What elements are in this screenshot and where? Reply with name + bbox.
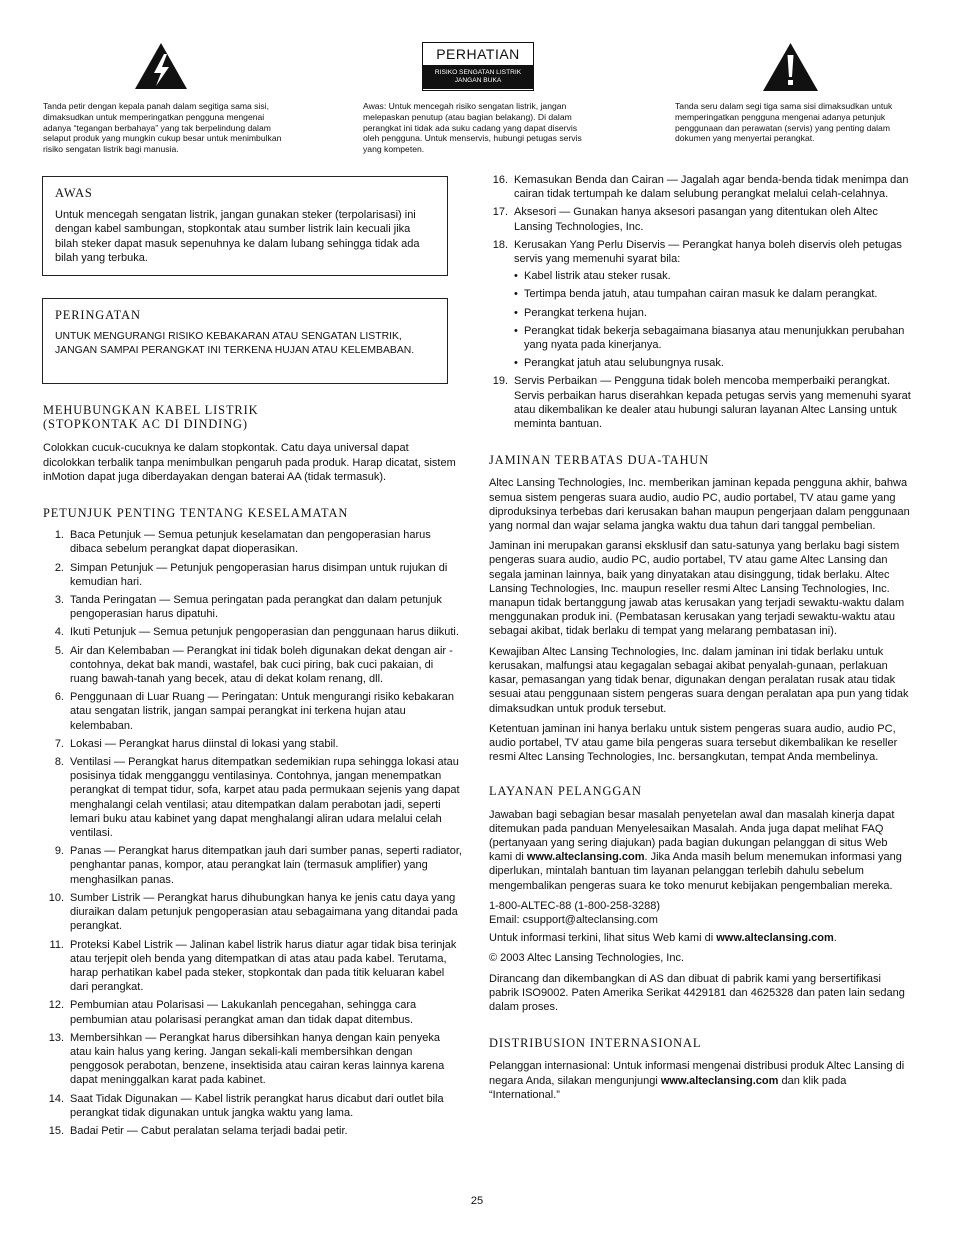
list-item: 11. Proteksi Kabel Listrik — Jalinan kabel listrik harus diatur agar tidak bisa terinjak atau terjepit oleh benda yang ditempatkan di atas atau pada kabel. Terutama, harap perhatikan kabel pada steker, stopkontak dan pada titik keluaran kabel dari perangkat. — [49, 938, 457, 994]
exclamation-triangle-icon — [762, 42, 819, 92]
list-item: 1. Baca Petunjuk — Semua petunjuk keselamatan dan pengoperasian harus dibaca sebelum perangkat dapat dioperasikan. — [54, 529, 431, 556]
caution-description: Awas: Untuk mencegah risiko sengatan listrik, jangan melepaskan penutup (atau bagian belakang). Di dalam perangkat ini tidak ada suku cadang yang dapat diservis oleh pengguna. Untuk menservis, hubungi petugas servis yang kompeten. — [363, 101, 582, 155]
list-item: 2. Simpan Petunjuk — Petunjuk pengoperasian harus disimpan untuk rujukan di kemudian hari. — [54, 561, 448, 588]
peringatan-box — [42, 298, 448, 384]
website-link[interactable]: www.alteclansing.com — [526, 851, 645, 864]
list-item: 16. Kemasukan Benda dan Cairan — Jagalah agar benda-benda tidak menimpa dan cairan tidak tertumpah ke dalam selubung perangkat melalui celah-celahnya. — [492, 174, 909, 201]
warranty-paragraph: Altec Lansing Technologies, Inc. memberikan jaminan kepada pengguna akhir, bahwa semua sistem pengeras suara audio, audio PC, audio portabel, TV atau game yang diproduksinya terbebas dari kerusakan bahan maupun pengerjaan dalam penggunaan yang normal dan wajar selama jangka waktu dua tahun dari tanggal pembelian. — [489, 477, 910, 533]
list-item: 10. Sumber Listrik — Perangkat harus dihubungkan hanya ke jenis catu daya yang diuraikan dalam petunjuk pengoperasian atau sebagaimana yang ditandai pada perangkat. — [48, 891, 458, 933]
list-item: • Perangkat terkena hujan. — [514, 306, 913, 320]
copyright: © 2003 Altec Lansing Technologies, Inc. — [489, 952, 685, 965]
service-paragraph: Jawaban bagi sebagian besar masalah penyetelan awal dan masalah kinerja dapat ditemukan pada panduan Menyelesaikan Masalah. Anda juga dapat melihat FAQ (pertanyaan yang sering diajukan) pada bagian dukungan pelanggan di situs Web kami di www.alteclansing.com. Jika Anda masih belum menemukan informasi yang diperlukan, mintalah bantuan tim layanan pelanggan terlebih dahulu sebelum mengembalikan pengeras suara ke toko menurut kebijakan pengembalian mereka. — [489, 808, 902, 892]
list-item: 8. Ventilasi — Perangkat harus ditempatkan sedemikian rupa sehingga lokasi atau posisinya tidak mengganggu ventilasinya. Contohnya, jangan menempatkan perangkat di tempat tidur, sofa, karpet atau pada permukaan sejenis yang dapat menghalangi celah ventilasi; atau ditempatkan dalam perabotan jadi, seperti lemari buku atau kabinet yang dapat menghalangi aliran udara melalui celah ventilasi. — [54, 756, 460, 840]
list-item: 4. Ikuti Petunjuk — Semua petunjuk pengoperasian dan penggunaan harus diikuti. — [54, 626, 459, 639]
warranty-paragraph: Kewajiban Altec Lansing Technologies, Inc. dalam jaminan ini tidak berlaku untuk kerusakan, malfungsi atau kegagalan sebagai akibat penyalah-gunaan, perlakuan kasar, pemasangan yang tidak benar, digunakan dengan peralatan rusak atau tidak sesuai atau penggunaan sistem pengeras suara dengan peralatan apa pun yang tidak dimaksudkan untuk produk tersebut. — [489, 645, 909, 715]
list-item: • Kabel listrik atau steker rusak. — [514, 269, 913, 283]
warranty-paragraph: Jaminan ini merupakan garansi eksklusif dan satu-satunya yang berlaku bagi sistem pengeras suara audio, audio PC, audio portabel, TV atau game Altec Lansing dan segala jaminan lainnya, baik yang dinyatakan atau disinggung, tidak berlaku. Altec Lansing Technologies, Inc. maupun reseller resmi Altec Lansing Technologies, Inc. manapun tidak bertanggung jawab atas kerusakan yang terjadi sewaktu-waktu dalam menggunakan produk ini. (Pembatasan kerusakan yang terjadi sewaktu-waktu atau sebagai akibat, tidak berlaku di tempat yang melarang pembatasan ini). — [489, 540, 905, 638]
awas-box — [42, 176, 448, 276]
warranty-title: JAMINAN TERBATAS DUA-TAHUN — [489, 453, 710, 468]
list-item: 17. Aksesori — Gunakan hanya aksesori pasangan yang ditentukan oleh Altec Lansing Technologies, Inc. — [492, 206, 878, 233]
caution-subtitle-line1: RISIKO SENGATAN LISTRIK — [434, 69, 522, 76]
power-text: Colokkan cucuk-cucuknya ke dalam stopkontak. Catu daya universal dapat dicolokkan terbalik tanpa menimbulkan pengaruh pada produk. Harap dicatat, sistem inMotion dapat juga diberdayakan dengan baterai AA (tidak termasuk). — [43, 442, 456, 483]
awas-title: AWAS — [55, 186, 93, 200]
safety-list — [43, 528, 463, 1138]
awas-text: Untuk mencegah sengatan listrik, jangan gunakan steker (terpolarisasi) ini dengan kabel sambungan, stopkontak atau sumber listrik lain kecuali jika bilah steker dapat masuk sepenuhnya ke dalam lubang sehingga tidak ada bilah yang terbuka. — [55, 209, 420, 264]
list-item: • Perangkat jatuh atau selubungnya rusak. — [514, 356, 913, 370]
caution-subtitle-line2: JANGAN BUKA — [454, 77, 502, 84]
peringatan-title: PERINGATAN — [55, 308, 141, 322]
distribution-title: DISTRIBUSION INTERNASIONAL — [489, 1036, 702, 1051]
list-item: 13. Membersihkan — Perangkat harus dibersihkan hanya dengan kain penyeka atau kain halus yang kering. Jangan sekali-kali membersihkan dengan penggosok perabotan, benzene, insektisida atau cairan keras lainnya karena dapat meninggalkan karat pada kabinet. — [48, 1031, 445, 1087]
website-link[interactable]: www.alteclansing.com — [716, 932, 834, 945]
list-item: 15. Badai Petir — Cabut peralatan selama terjadi badai petir. — [48, 1124, 348, 1137]
peringatan-text: UNTUK MENGURANGI RISIKO KEBAKARAN ATAU SENGATAN LISTRIK, JANGAN SAMPAI PERANGKAT INI TERKENA HUJAN ATAU KELEMBABAN. — [55, 331, 415, 357]
email-address[interactable]: Email: csupport@alteclansing.com — [489, 913, 658, 926]
lightning-triangle-icon — [134, 42, 188, 90]
page-number: 25 — [470, 1195, 484, 1207]
website-link[interactable]: www.alteclansing.com — [660, 1074, 779, 1087]
lightning-symbol-description: Tanda petir dengan kepala panah dalam segitiga sama sisi, dimaksudkan untuk memperingatkan pengguna mengenai adanya “tegangan berbahaya” yang tak berpelindung dalam selaput produk yang mungkin cukup besar untuk menimbulkan risiko sengatan listrik bagi manusia. — [43, 101, 282, 155]
list-item: 3. Tanda Peringatan — Semua peringatan pada perangkat dan dalam petunjuk pengoperasian harus dipatuhi. — [54, 594, 442, 621]
warranty-paragraph: Ketentuan jaminan ini hanya berlaku untuk sistem pengeras suara audio, audio PC, audio portabel, TV atau game bila pengeras suara tersebut dikembalikan ke reseller resmi Altec Lansing Technologies, Inc. bersangkutan, tempat Anda membelinya. — [489, 722, 898, 764]
power-title-line2: (STOPKONTAK AC DI DINDING) — [43, 417, 248, 432]
caution-subtitle — [423, 65, 533, 89]
list-item: • Perangkat tidak bekerja sebagaimana biasanya atau menunjukkan perubahan yang nyata pada kinerjanya. — [514, 324, 913, 352]
list-item: 19. Servis Perbaikan — Pengguna tidak boleh mencoba memperbaiki perangkat. Servis perbaikan harus diserahkan kepada petugas servis yang memenuhi syarat atau dikembalikan ke dealer atau hubungi saluran layanan Altec Lansing untuk meminta bantuan. — [492, 375, 911, 431]
list-item: 14. Saat Tidak Digunakan — Kabel listrik perangkat harus dicabut dari outlet bila perangkat tidak digunakan untuk jangka waktu yang lama. — [48, 1092, 444, 1119]
right-column — [489, 173, 913, 1108]
safety-title: PETUNJUK PENTING TENTANG KESELAMATAN — [43, 506, 349, 521]
list-item: 5. Air dan Kelembaban — Perangkat ini tidak boleh digunakan dekat dengan air - contohnya, dekat bak mandi, wastafel, bak cuci piring, bak cuci pakaian, di ruang bawah-tanah yang becek, atau di dekat kolam renang, dll. — [54, 644, 453, 686]
safety-list-continued — [489, 173, 913, 431]
caution-label — [422, 42, 534, 91]
list-item: 7. Lokasi — Perangkat harus diinstal di lokasi yang stabil. — [54, 737, 339, 750]
list-item: 18. Kerusakan Yang Perlu Diservis — Perangkat hanya boleh diservis oleh petugas servis yang memenuhi syarat bila: • Kabel listrik atau steker rusak. • Tertimpa benda jatuh, atau tumpahan cairan masuk ke dalam perangkat. • Perangkat terkena hujan. • Perangkat tidak bekerja sebagaimana biasanya atau menunjukkan perubahan yang nyata pada kinerjanya. • Perangkat jatuh atau selubungnya rusak. — [489, 238, 913, 371]
service-update-note: Untuk informasi terkini, lihat situs Web kami di www.alteclansing.com. — [489, 932, 837, 945]
exclamation-symbol-description: Tanda seru dalam segi tiga sama sisi dimaksudkan untuk memperingatkan pengguna mengenai adanya petunjuk penggunaan dan perawatan (servis) yang penting dalam dokumen yang menyertai perangkat. — [675, 101, 893, 144]
power-title-line1: MEHUBUNGKAN KABEL LISTRIK — [43, 403, 259, 417]
distribution-text: Pelanggan internasional: Untuk informasi mengenai distribusi produk Altec Lansing di negara Anda, silakan mengunjungi www.alteclansing.com dan klik pada “International.” — [489, 1060, 905, 1101]
list-item: 12. Pembumian atau Polarisasi — Lakukanlah pencegahan, sehingga cara pembumian atau polarisasi perangkat aman dan tidak dapat ditembus. — [48, 999, 417, 1026]
phone-number: 1-800-ALTEC-88 (1-800-258-3288) — [489, 899, 660, 912]
power-title — [43, 403, 463, 431]
list-item: • Tertimpa benda jatuh, atau tumpahan cairan masuk ke dalam perangkat. — [514, 287, 913, 301]
service-contact — [489, 899, 913, 927]
caution-title: PERHATIAN — [436, 46, 520, 62]
service-title: LAYANAN PELANGGAN — [489, 784, 642, 799]
list-item: 6. Penggunaan di Luar Ruang — Peringatan: Untuk mengurangi risiko kebakaran atau sengatan listrik, jangan sampai perangkat ini terkena hujan atau kelembaban. — [54, 691, 455, 732]
list-item: 9. Panas — Perangkat harus ditempatkan jauh dari sumber panas, seperti radiator, penghantar panas, kompor, atau perangkat lain (termasuk amplifier) yang menghasilkan panas. — [54, 845, 462, 886]
patent-text: Dirancang dan dikembangkan di AS dan dibuat di pabrik kami yang bersertifikasi pabrik ISO9002. Paten Amerika Serikat 4429181 dan 4625328 dan paten lain sedang dalam proses. — [489, 972, 905, 1013]
left-column — [43, 403, 463, 1142]
service-conditions-list — [514, 269, 913, 370]
